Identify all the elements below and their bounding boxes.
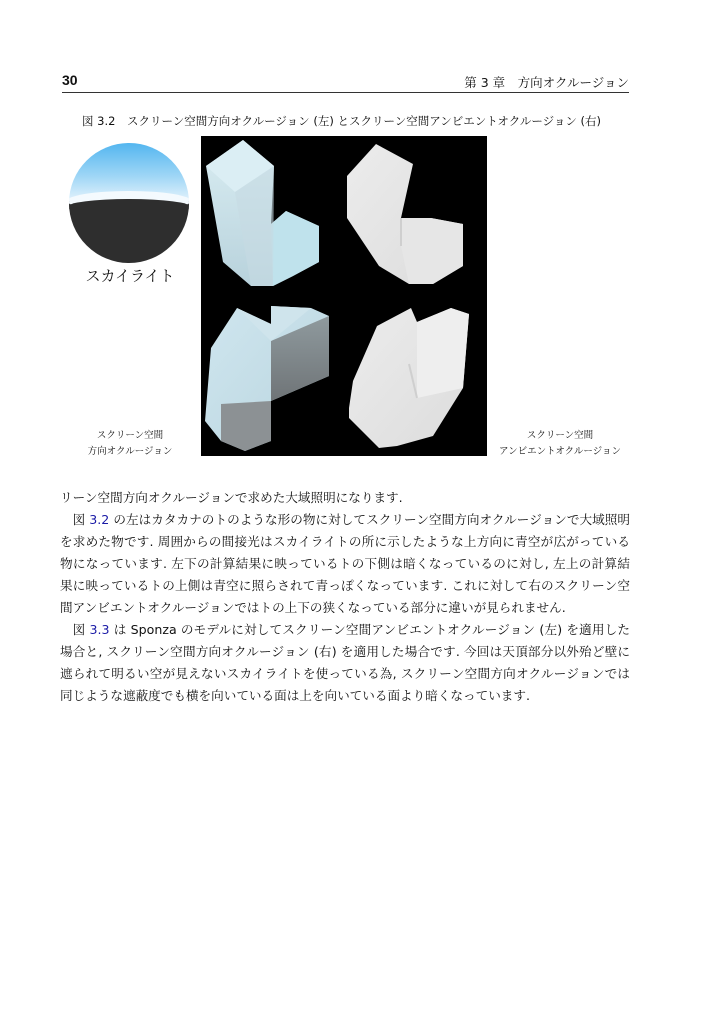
running-chapter-title: 第 3 章 方向オクルージョン [464,75,629,90]
fig-ref-prefix: 図 [72,512,90,527]
body-text [60,487,630,707]
paragraph-2-text: の左はカタカナのトのような形の物に対してスクリーン空間方向オクルージョンで大域照明を求めた物です. 周囲からの間接光はスカイライトの所に示したような上方向に青空が広がっている物になっています. 左下の計算結果に映っているトの下側は暗くなっているのに対し, 左上の計算結果に映っているトの上側は青空に照らされて青っぽくなっています. これに対して右のスクリーン空間アンビエントオクルージョンではトの上下の狭くなっている部分に違いが見られません. [60,512,630,615]
figure-caption: 図 3.2 スクリーン空間方向オクルージョン (左) とスクリーン空間アンビエントオクルージョン (右) [82,114,602,128]
left-image-label [80,428,180,460]
figure-ref-link[interactable]: 3.3 [89,622,110,637]
right-image-label [490,428,630,460]
skylight-label: スカイライト [85,267,175,285]
left-label-line1: スクリーン空間 [96,430,164,441]
paragraph-2 [60,509,630,619]
page-number: 30 [62,72,78,88]
render-comparison-panel [201,136,487,456]
left-label-line2: 方向オクルージョン [87,446,173,457]
page-header [62,72,629,93]
paragraph-3 [60,619,630,707]
paragraph-1: リーン空間方向オクルージョンで求めた大域照明になります. [60,490,403,505]
skylight-sphere-illustration [66,141,192,265]
figure-ref-link[interactable]: 3.2 [89,512,110,527]
right-label-line1: スクリーン空間 [526,430,594,441]
paragraph-3-text: は Sponza のモデルに対してスクリーン空間アンビエントオクルージョン (左) を適用した場合と, スクリーン空間方向オクルージョン (右) を適用した場合です. 今回は天頂部分以外殆ど壁に遮られて明るい空が見えないスカイライトを使っている為, スクリーン空間方向オクルージョンでは同じような遮蔽度でも横を向いている面は上を向いている面より暗くなっています. [60,622,630,703]
right-label-line2: アンビエントオクルージョン [499,446,621,457]
fig-ref-prefix: 図 [72,622,90,637]
